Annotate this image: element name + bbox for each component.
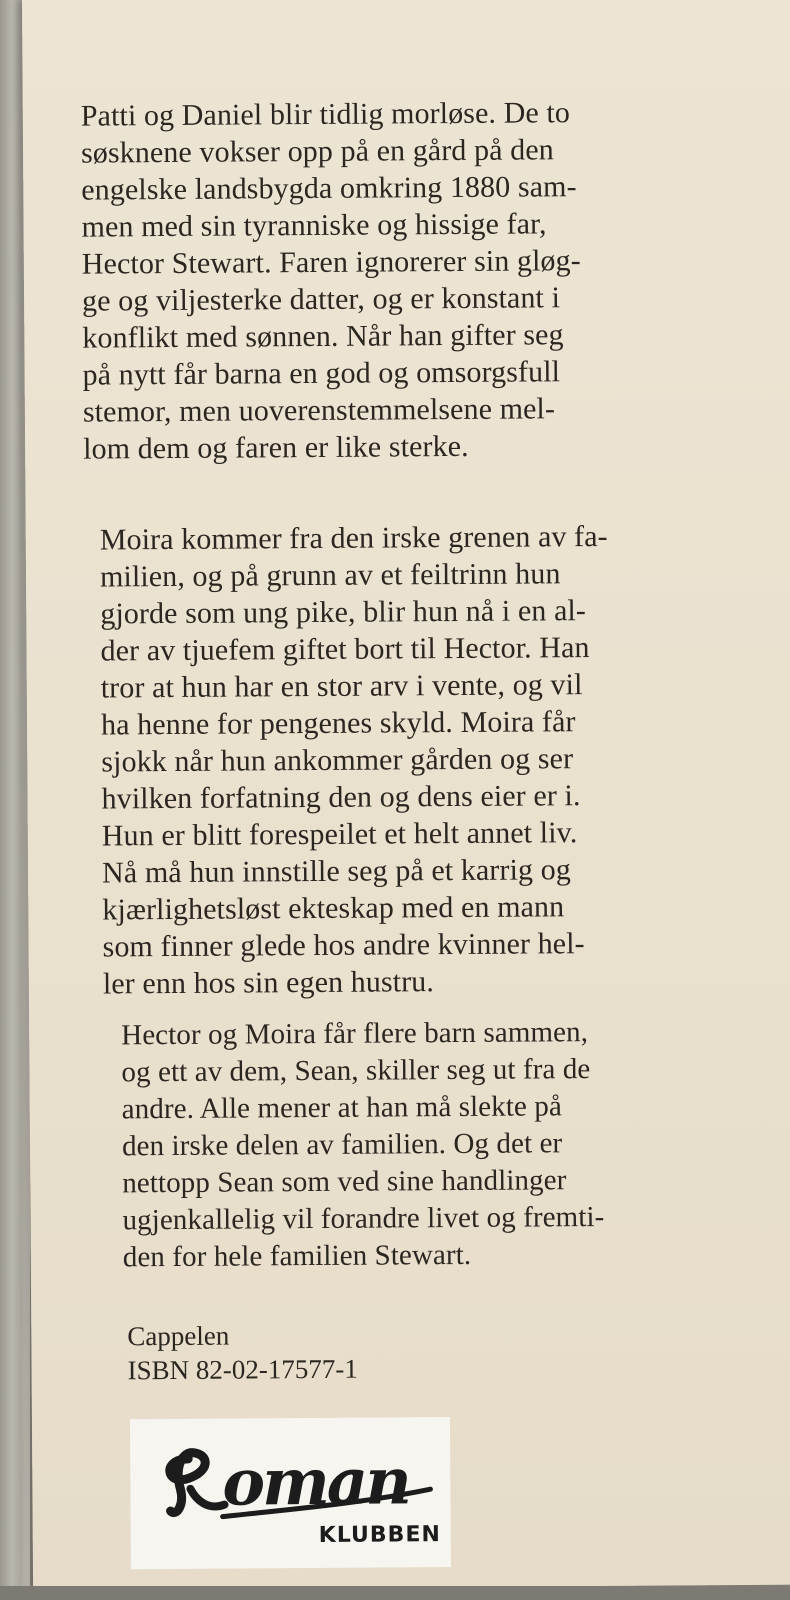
text-line: der av tjuefem giftet bort til Hector. Han — [100, 631, 590, 668]
text-line: nettopp Sean som ved sine handlinger — [122, 1164, 567, 1200]
text-line: og ett av dem, Sean, skiller seg ut fra de — [121, 1053, 591, 1089]
text-line: den for hele familien Stewart. — [122, 1238, 472, 1274]
text-line: Moira kommer fra den irske grenen av fa- — [99, 519, 608, 557]
logo-sub-text: KLUBBEN — [318, 1522, 441, 1548]
text-line: tror at hun har en stor arv i vente, og vil — [100, 668, 583, 705]
text-line: gjorde som ung pike, blir hun nå i en al- — [100, 594, 587, 631]
publisher-name: Cappelen — [127, 1320, 230, 1352]
text-line: Hector Stewart. Faren ignorerer sin gløg- — [81, 244, 581, 281]
book-back-cover — [22, 0, 790, 1590]
text-line: hvilken forfatning den og dens eier er i. — [101, 779, 581, 816]
isbn-number: ISBN 82-02-17577-1 — [127, 1353, 358, 1386]
text-line: Hector og Moira får flere barn sammen, — [121, 1016, 589, 1052]
text-line: den irske delen av familien. Og det er — [121, 1127, 563, 1163]
text-line: lom dem og faren er like sterke. — [83, 429, 469, 466]
text-line: stemor, men uoverenstemmelsene mel- — [82, 392, 556, 429]
text-line: konflikt med sønnen. Når han gifter seg — [82, 318, 564, 355]
text-line: søsknene vokser opp på en gård på den — [80, 133, 554, 170]
text-line: Patti og Daniel blir tidlig morløse. De to — [80, 96, 571, 133]
text-line: engelske landsbygda omkring 1880 sam- — [81, 170, 577, 207]
text-line: ugjenkallelig vil forandre livet og fremti- — [122, 1200, 605, 1237]
text-line: ge og viljesterke datter, og er konstant i — [81, 281, 561, 318]
publisher-info — [127, 1318, 358, 1388]
logo-artwork — [130, 1417, 451, 1569]
text-line: Hun er blitt forespeilet et helt annet liv. — [101, 816, 578, 853]
text-line: på nytt får barna en god og omsorgsfull — [82, 355, 561, 392]
roman-klubben-logo — [130, 1417, 451, 1569]
blurb-paragraph-2 — [100, 517, 743, 1002]
bottom-edge-shadow — [0, 1586, 790, 1600]
text-line: sjokk når hun ankommer gården og ser — [101, 742, 574, 779]
text-line: men med sin tyranniske og hissige far, — [81, 207, 547, 244]
text-line: andre. Alle mener at han må slekte på — [121, 1090, 562, 1126]
text-line: Nå må hun innstille seg på et karrig og — [101, 853, 571, 890]
blurb-paragraph-3 — [121, 1013, 763, 1276]
logo-letter-r-leg — [190, 1489, 224, 1507]
text-line: som finner glede hos andre kvinner hel- — [102, 927, 585, 964]
text-line: kjærlighetsløst ekteskap med en mann — [102, 890, 565, 927]
text-line: ha henne for pengenes skyld. Moira får — [100, 705, 576, 742]
blurb-paragraph-1 — [81, 93, 724, 467]
text-line: ler enn hos sin egen hustru. — [102, 965, 435, 1001]
logo-script-text: oman — [222, 1444, 410, 1521]
text-line: milien, og på grunn av et feiltrinn hun — [99, 557, 561, 594]
